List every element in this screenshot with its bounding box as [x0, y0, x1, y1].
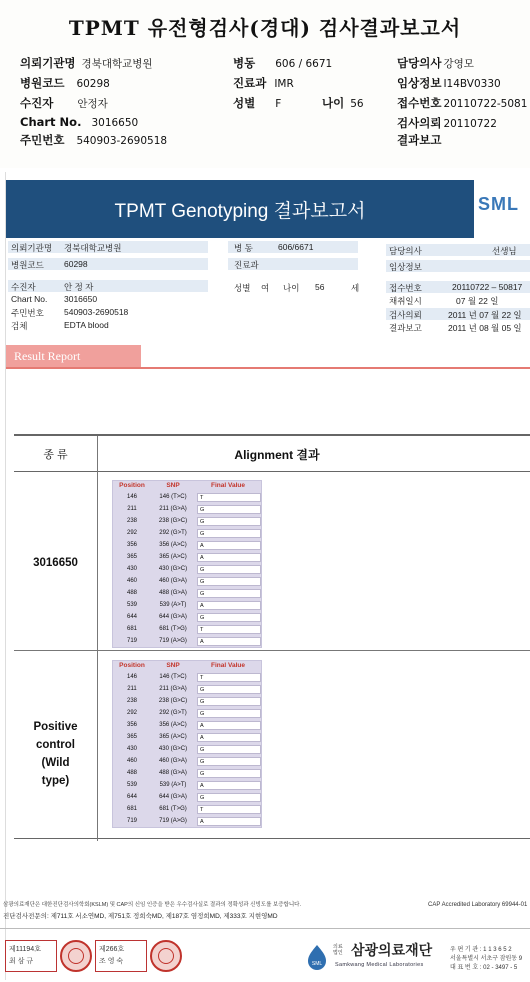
genotype-position: 644 [126, 614, 137, 620]
genotype-position: 292 [126, 530, 137, 536]
genotype-final-value: G [197, 709, 261, 718]
genotype-final-value: A [197, 733, 261, 742]
field-department: 진료과 IMR [233, 76, 294, 90]
genotype-position: 238 [126, 698, 137, 704]
cap-accreditation: CAP Accredited Laboratory 69944-01 [428, 902, 528, 908]
genotype-final-value: T [197, 673, 261, 682]
genotype-header-final: Final Value [211, 662, 245, 669]
page-title: TPMT 유전형검사(경대) 검사결과보고서 [68, 16, 462, 40]
genotype-snp: 681 (T>G) [159, 626, 187, 632]
field-sex: 성별 F [233, 96, 282, 110]
genotype-row [113, 755, 261, 767]
genotype-snp: 539 (A>T) [159, 602, 187, 608]
certification-note: 삼광의료재단은 대한진단검사의학회(KSLM) 및 CAP의 신임 인증을 받은 우수검사실로 결과의 정확성과 신빙도를 보증합니다. [3, 902, 302, 908]
genotype-final-value: G [197, 517, 261, 526]
genotype-snp: 365 (A>C) [159, 734, 187, 740]
genotype-row [113, 707, 261, 719]
genotype-position: 356 [126, 542, 137, 548]
field-clinical-info: 임상정보 I14BV0330 [397, 76, 501, 90]
field-age: 나이 56 [322, 96, 364, 110]
genotype-row [113, 719, 261, 731]
genotype-row [113, 599, 261, 611]
genotype-position: 356 [126, 722, 137, 728]
field-patient: 수진자 안정자 [20, 96, 108, 110]
foundation-logo-icon [306, 944, 328, 970]
genotype-row [113, 587, 261, 599]
sml-logo: SML [478, 194, 519, 214]
license-name: 최 삼 규 [9, 958, 34, 965]
genotype-position: 211 [127, 686, 137, 692]
license-number: 제266호 [99, 946, 125, 953]
genotype-final-value: G [197, 745, 261, 754]
genotype-position: 488 [126, 770, 137, 776]
genotype-position: 539 [126, 782, 137, 788]
genotype-final-value: A [197, 601, 261, 610]
genotype-snp: 460 (G>A) [159, 758, 187, 764]
genotype-row [113, 683, 261, 695]
genotype-snp: 488 (G>A) [159, 590, 187, 596]
genotype-position: 644 [126, 794, 137, 800]
genotype-snp: 644 (G>A) [159, 614, 187, 620]
genotype-final-value: G [197, 505, 261, 514]
genotype-position: 292 [126, 710, 137, 716]
genotype-row [113, 551, 261, 563]
info-collect: 07 월 22 일 [456, 296, 499, 306]
genotype-final-value: G [197, 757, 261, 766]
report-header [0, 0, 530, 168]
contact-line-1: 우 편 기 관 : 1 1 3 6 5 2 [450, 947, 512, 953]
column-header-type: 종 류 [43, 449, 68, 461]
info-sex-label: 성별 [234, 283, 251, 293]
info-report-date: 2011 년 08 월 05 일 [448, 323, 522, 333]
genotype-snp: 644 (G>A) [159, 794, 187, 800]
genotype-row [113, 503, 261, 515]
field-hospital-code: 병원코드 60298 [20, 76, 110, 90]
field-institution: 의뢰기관명 경북대학교병원 [20, 56, 153, 70]
genotype-position: 430 [126, 566, 137, 572]
genotype-final-value: G [197, 589, 261, 598]
info-request: 2011 년 07 월 22 일 [448, 310, 522, 320]
row-label-sample: 3016650 [33, 557, 78, 569]
field-ward: 병동 606 / 6671 [233, 56, 333, 70]
genotype-snp: 211 (G>A) [159, 506, 187, 512]
genotype-final-value: A [197, 637, 261, 646]
info-ssn: 540903-2690518 [64, 307, 129, 317]
genotype-row [113, 743, 261, 755]
genotype-final-value: G [197, 697, 261, 706]
license-box-2 [95, 940, 147, 972]
genotype-header-snp: SNP [166, 482, 180, 489]
genotype-snp: 146 (T>C) [159, 494, 187, 500]
genotyping-report [5, 172, 530, 980]
genotype-final-value: A [197, 721, 261, 730]
genotype-snp: 356 (A>C) [159, 542, 187, 548]
info-ssn-label: 주민번호 [11, 308, 44, 318]
field-ssn: 주민번호 540903-2690518 [20, 133, 168, 147]
info-collect-label: 채취일시 [389, 296, 422, 306]
genotype-snp: 146 (T>C) [159, 674, 187, 680]
genotype-position: 211 [127, 506, 137, 512]
genotype-position: 539 [126, 602, 137, 608]
genotype-snp: 365 (A>C) [159, 554, 187, 560]
genotype-position: 488 [126, 590, 137, 596]
info-receipt-label: 접수번호 [389, 283, 422, 293]
banner-title: TPMT Genotyping 결과보고서 [114, 201, 366, 222]
official-seal-1 [60, 940, 92, 972]
info-age-label: 나이 [283, 283, 300, 293]
genotype-row [113, 767, 261, 779]
genotype-snp: 356 (A>C) [159, 722, 187, 728]
results-table [14, 434, 530, 839]
genotype-row [113, 635, 261, 647]
genotype-row [113, 731, 261, 743]
genotype-position: 146 [126, 674, 137, 680]
genotype-final-value: A [197, 817, 261, 826]
genotype-snp: 430 (G>C) [158, 746, 188, 752]
column-header-alignment: Alignment 결과 [234, 448, 320, 462]
genotype-position: 719 [126, 638, 137, 644]
genotype-snp: 238 (G>C) [158, 698, 188, 704]
genotype-snp: 719 (A>G) [159, 818, 187, 824]
info-hospital-code-label: 병원코드 [11, 260, 44, 270]
info-doctor: 선생님 [492, 246, 517, 256]
genotype-header-position: Position [119, 482, 145, 489]
genotype-table-control [112, 660, 262, 828]
info-age: 56 [315, 282, 325, 292]
genotype-position: 238 [126, 518, 137, 524]
genotype-position: 430 [126, 746, 137, 752]
foundation-type: 의료 법인 [333, 944, 343, 956]
foundation-english-name: Samkwang Medical Laboratories [335, 962, 424, 968]
column-divider [97, 436, 98, 841]
result-report-tab: Result Report [6, 345, 141, 367]
genotype-final-value: A [197, 541, 261, 550]
genotype-row [113, 575, 261, 587]
footer-divider [0, 928, 530, 929]
genotype-snp: 539 (A>T) [159, 782, 187, 788]
genotype-final-value: T [197, 805, 261, 814]
field-report-date: 결과보고 [397, 133, 442, 147]
genotype-header-final: Final Value [211, 482, 245, 489]
genotype-row [113, 563, 261, 575]
license-number: 제11194호 [9, 946, 41, 953]
contact-line-2: 서울특별시 서초구 잠원동 9 [450, 956, 523, 962]
genotype-row [113, 515, 261, 527]
genotype-snp: 292 (G>T) [159, 530, 187, 536]
report-banner [6, 180, 474, 238]
info-hospital-code: 60298 [64, 259, 88, 269]
genotype-row [113, 803, 261, 815]
genotype-position: 719 [126, 818, 137, 824]
svg-text:SML: SML [311, 961, 323, 967]
info-institution-label: 의뢰기관명 [11, 243, 53, 253]
genotype-header-snp: SNP [166, 662, 180, 669]
genotype-final-value: A [197, 553, 261, 562]
contact-line-3: 대 표 번 호 : 02 - 3497 - 5 [450, 965, 518, 971]
genotype-position: 365 [126, 554, 137, 560]
info-chart: 3016650 [64, 294, 98, 304]
genotype-snp: 719 (A>G) [159, 638, 187, 644]
foundation-name: 삼광의료재단 [351, 943, 433, 959]
genotype-row [113, 791, 261, 803]
license-box-1 [5, 940, 57, 972]
info-specimen-label: 검체 [11, 321, 28, 331]
field-request-date: 검사의뢰 20110722 [397, 116, 497, 130]
table-header [14, 436, 530, 472]
official-seal-2 [150, 940, 182, 972]
genotype-row [113, 611, 261, 623]
info-patient: 안 정 자 [64, 282, 94, 292]
genotype-position: 460 [126, 578, 137, 584]
genotype-final-value: T [197, 625, 261, 634]
genotype-snp: 238 (G>C) [158, 518, 188, 524]
info-chart-label: Chart No. [11, 294, 48, 304]
genotype-header [113, 481, 261, 491]
info-request-label: 검사의뢰 [389, 310, 422, 320]
genotype-snp: 681 (T>G) [159, 806, 187, 812]
genotype-snp: 488 (G>A) [159, 770, 187, 776]
info-specimen: EDTA blood [64, 320, 109, 330]
genotype-final-value: G [197, 529, 261, 538]
genotype-final-value: G [197, 577, 261, 586]
genotype-header-position: Position [119, 662, 145, 669]
license-name: 조 영 숙 [99, 958, 124, 965]
genotype-row [113, 539, 261, 551]
result-divider [6, 367, 530, 369]
genotype-header [113, 661, 261, 671]
info-doctor-label: 담당의사 [389, 246, 422, 256]
info-patient-label: 수진자 [11, 282, 36, 292]
genotype-final-value: T [197, 493, 261, 502]
genotype-row [113, 527, 261, 539]
genotype-row [113, 779, 261, 791]
info-ward: 606/6671 [278, 242, 314, 252]
genotype-snp: 292 (G>T) [159, 710, 187, 716]
genotype-row [113, 623, 261, 635]
info-receipt: 20110722 – 50817 [452, 282, 523, 292]
info-clinical-label: 임상정보 [389, 262, 422, 272]
genotype-final-value: G [197, 685, 261, 694]
genotype-position: 365 [126, 734, 137, 740]
genotype-final-value: G [197, 793, 261, 802]
genotype-position: 681 [126, 806, 137, 812]
info-ward-label: 병 동 [234, 243, 253, 253]
row-divider [14, 650, 530, 651]
info-band [8, 280, 208, 292]
info-age-unit: 세 [351, 283, 360, 293]
genotype-row [113, 671, 261, 683]
field-chart-no: Chart No. 3016650 [20, 115, 139, 129]
genotype-final-value: G [197, 565, 261, 574]
specialists-list: 진단검사전문의: 제711호 서소연MD, 제751호 정희숙MD, 제187호 염정희MD, 제333호 지현영MD [3, 913, 278, 920]
genotype-final-value: A [197, 781, 261, 790]
genotype-row [113, 815, 261, 827]
genotype-position: 146 [126, 494, 137, 500]
info-sex: 여 [261, 283, 270, 293]
genotype-snp: 211 (G>A) [159, 686, 187, 692]
field-doctor: 담당의사 강영모 [397, 56, 474, 70]
genotype-position: 460 [126, 758, 137, 764]
info-dept-label: 진료과 [234, 260, 259, 270]
genotype-snp: 430 (G>C) [158, 566, 188, 572]
genotype-snp: 460 (G>A) [159, 578, 187, 584]
genotype-final-value: G [197, 613, 261, 622]
field-receipt-no: 접수번호 20110722-5081 [397, 96, 528, 110]
genotype-row [113, 491, 261, 503]
info-report-label: 결과보고 [389, 323, 422, 333]
genotype-final-value: G [197, 769, 261, 778]
genotype-row [113, 695, 261, 707]
genotype-position: 681 [126, 626, 137, 632]
info-institution: 경북대학교병원 [64, 243, 122, 253]
row-label-control: Positive control (Wild type) [33, 721, 78, 787]
genotype-table-sample [112, 480, 262, 648]
